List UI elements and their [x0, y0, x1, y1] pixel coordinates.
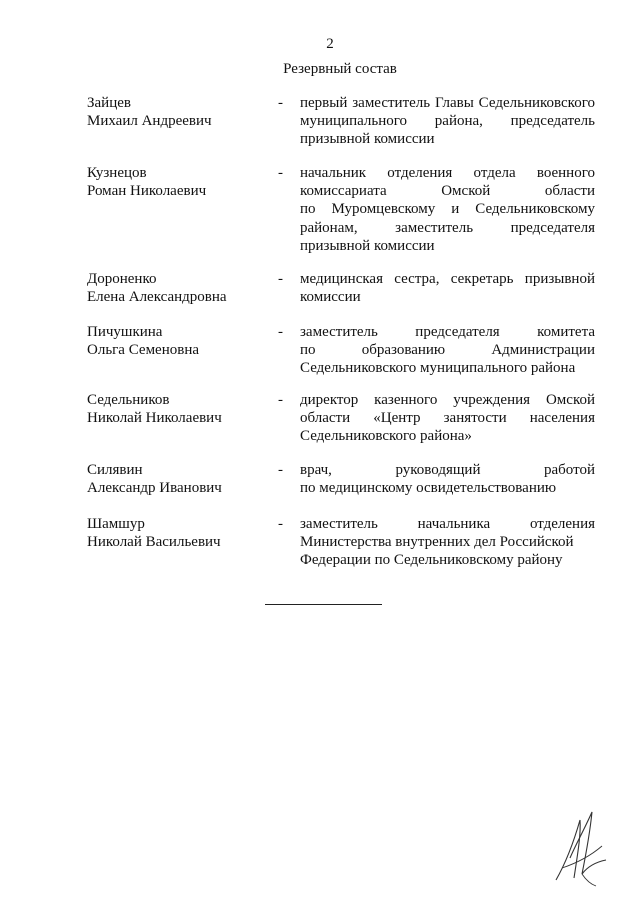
member-surname: Кузнецов: [87, 165, 147, 181]
member-given-name: Ольга Семеновна: [87, 342, 200, 359]
role-line: комиссии: [300, 289, 361, 306]
member-name: [87, 270, 277, 306]
role-line: Седельниковского муниципального района: [300, 360, 576, 377]
role-line: начальник отделения отдела военного: [300, 165, 595, 181]
role-line: врач, руководящий работой: [300, 462, 595, 478]
role-line: районам, заместитель председателя: [300, 219, 595, 236]
role-line: директор казенного учреждения Омской: [300, 392, 595, 408]
role-line: медицинская сестра, секретарь призывной: [300, 271, 595, 287]
member-given-name: Михаил Андреевич: [87, 113, 212, 130]
member-role: [300, 461, 595, 497]
role-line: Седельниковского района»: [300, 428, 472, 445]
role-line: по медицинскому освидетельствованию: [300, 480, 557, 497]
role-line: заместитель начальника отделения: [300, 516, 595, 532]
role-line: призывной комиссии: [300, 131, 435, 148]
role-line: призывной комиссии: [300, 237, 435, 254]
role-line: по Муромцевскому и Седельниковскому: [300, 201, 595, 218]
member-given-name: Елена Александровна: [87, 289, 227, 306]
member-surname: Пичушкина: [87, 324, 163, 340]
dash-separator: -: [278, 462, 283, 478]
member-role: [300, 94, 595, 149]
dash-separator: -: [278, 324, 283, 340]
member-role: [300, 391, 595, 446]
role-line: заместитель председателя комитета: [300, 324, 595, 340]
role-line: муниципального района, председатель: [300, 113, 595, 130]
document-title: Резервный состав: [283, 61, 397, 77]
role-line: области «Центр занятости населения: [300, 410, 595, 427]
member-surname: Седельников: [87, 392, 170, 408]
role-line: Федерации по Седельниковскому району: [300, 552, 563, 569]
dash-separator: -: [278, 392, 283, 408]
member-surname: Силявин: [87, 462, 143, 478]
member-name: [87, 391, 277, 427]
member-surname: Дороненко: [87, 271, 157, 287]
member-given-name: Николай Васильевич: [87, 534, 221, 551]
role-line: по образованию Администрации: [300, 342, 595, 359]
role-line: комиссариата Омской области: [300, 183, 595, 200]
dash-separator: -: [278, 95, 283, 111]
member-role: [300, 515, 595, 570]
dash-separator: -: [278, 516, 283, 532]
role-line: первый заместитель Главы Седельниковского: [300, 95, 595, 111]
dash-separator: -: [278, 165, 283, 181]
member-name: [87, 323, 277, 359]
member-name: [87, 515, 277, 551]
page-number: 2: [326, 36, 334, 52]
member-given-name: Николай Николаевич: [87, 410, 222, 427]
end-divider: [265, 604, 382, 605]
member-role: [300, 270, 595, 306]
dash-separator: -: [278, 271, 283, 287]
member-surname: Зайцев: [87, 95, 131, 111]
member-surname: Шамшур: [87, 516, 145, 532]
member-name: [87, 94, 277, 130]
role-line: Министерства внутренних дел Российской: [300, 534, 574, 551]
member-given-name: Роман Николаевич: [87, 183, 207, 200]
member-name: [87, 164, 277, 200]
member-role: [300, 323, 595, 378]
signature: [552, 808, 612, 888]
member-role: [300, 164, 595, 255]
member-given-name: Александр Иванович: [87, 480, 222, 497]
member-name: [87, 461, 277, 497]
